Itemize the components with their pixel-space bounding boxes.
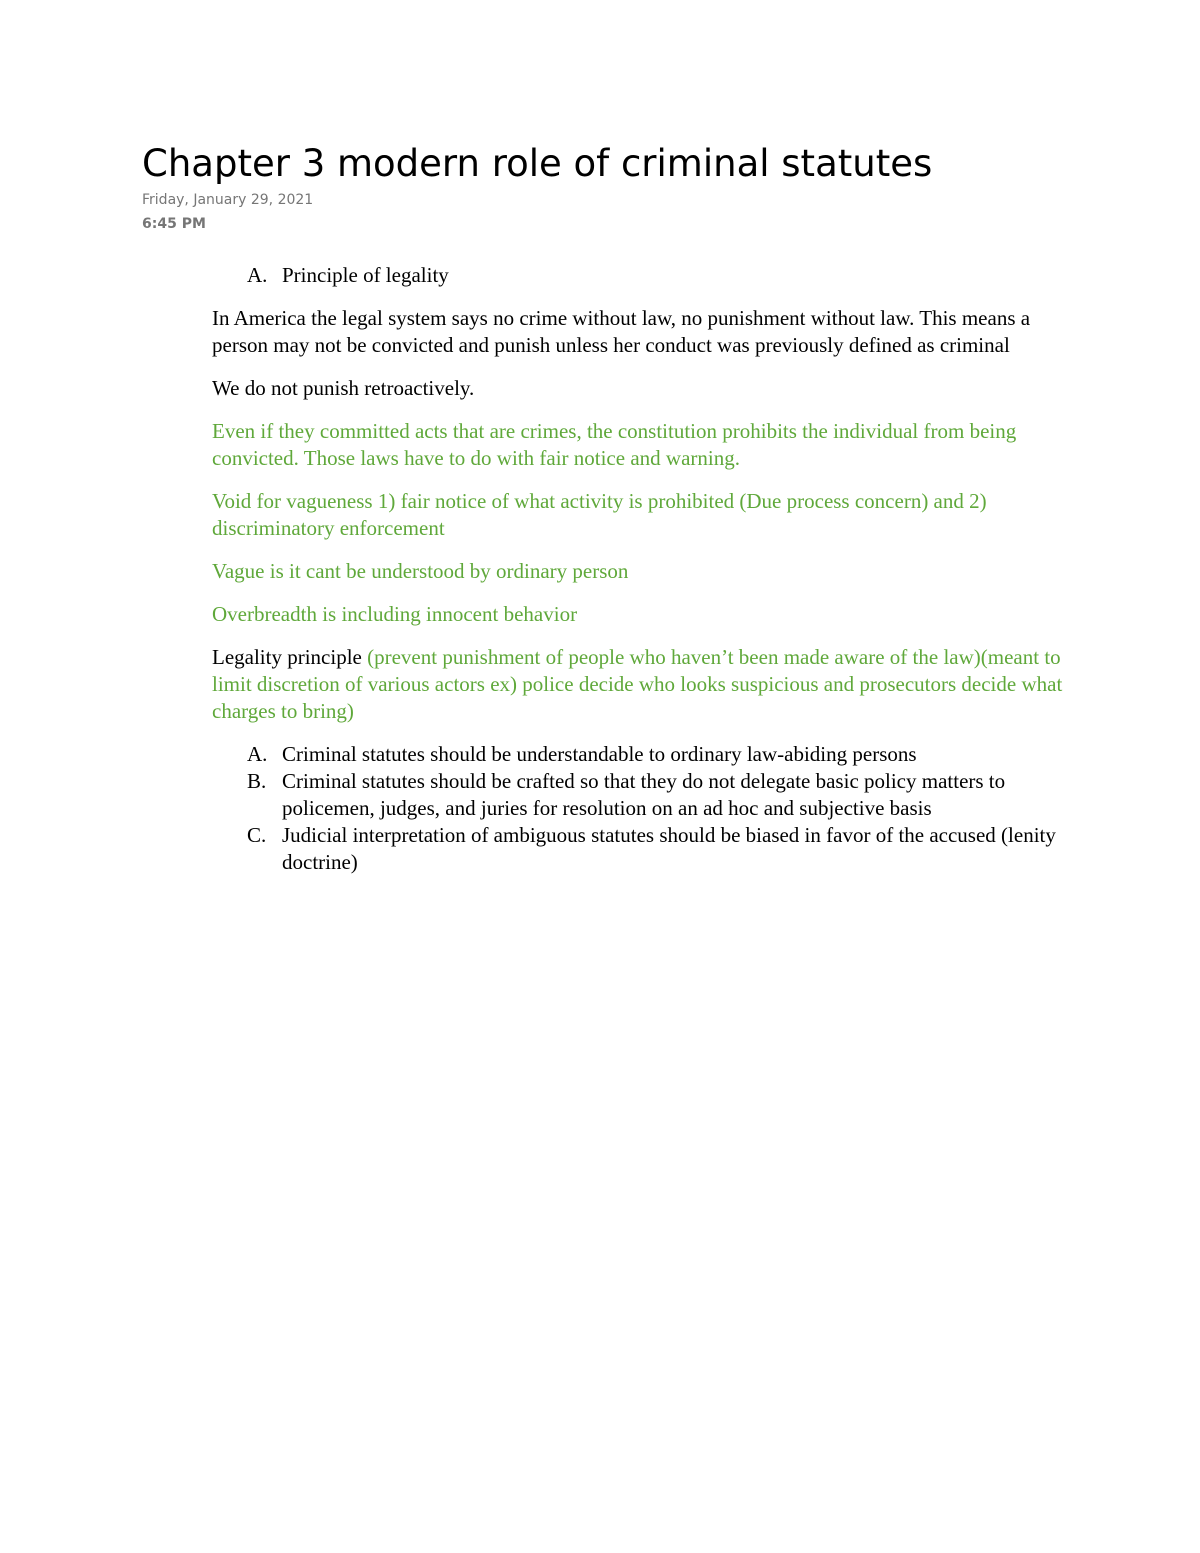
paragraph-retroactive: We do not punish retroactively.	[212, 376, 475, 400]
list-item	[212, 741, 1082, 768]
paragraph-vague-definition: Vague is it cant be understood by ordinary person	[212, 559, 629, 583]
list-marker: C.	[247, 823, 267, 847]
page-title: Chapter 3 modern role of criminal statutes	[142, 142, 933, 185]
list-marker: B.	[247, 769, 267, 793]
note-date: Friday, January 29, 2021	[142, 192, 314, 208]
list-item	[212, 768, 1082, 822]
list-item-text: Criminal statutes should be understandable to ordinary law-abiding persons	[282, 742, 917, 766]
note-time: 6:45 PM	[142, 216, 206, 232]
paragraph-fair-notice: Even if they committed acts that are crimes, the constitution prohibits the individual from being convicted. Those laws have to do with fair notice and warning.	[212, 419, 1017, 470]
paragraph-legal-system: In America the legal system says no crime without law, no punishment without law. This means a person may not be convicted and punish unless her conduct was previously defined as criminal	[212, 306, 1031, 357]
paragraph-overbreadth: Overbreadth is including innocent behavior	[212, 602, 578, 626]
list-item	[212, 262, 1082, 289]
list-item	[212, 822, 1082, 876]
list-marker: A.	[247, 742, 268, 766]
paragraph-void-for-vagueness: Void for vagueness 1) fair notice of what activity is prohibited (Due process concern) and 2) discriminatory enforcement	[212, 489, 987, 540]
principles-list	[212, 741, 1082, 876]
paragraph-legality-principle	[212, 644, 1082, 725]
legality-principle-label: Legality principle	[212, 645, 368, 669]
heading-list	[212, 262, 1082, 289]
note-body	[212, 262, 1082, 892]
legality-principle-note: (prevent punishment of people who haven’t been made aware of the law)(meant to limit discretion of various actors ex) police decide who looks suspicious and prosecutors decide what charges to bring)	[212, 645, 1063, 723]
list-marker: A.	[247, 263, 268, 287]
list-item-text: Judicial interpretation of ambiguous statutes should be biased in favor of the accused (lenity doctrine)	[282, 823, 1056, 874]
list-item-text: Criminal statutes should be crafted so that they do not delegate basic policy matters to policemen, judges, and juries for resolution on an ad hoc and subjective basis	[282, 769, 1006, 820]
list-item-text: Principle of legality	[282, 263, 449, 287]
